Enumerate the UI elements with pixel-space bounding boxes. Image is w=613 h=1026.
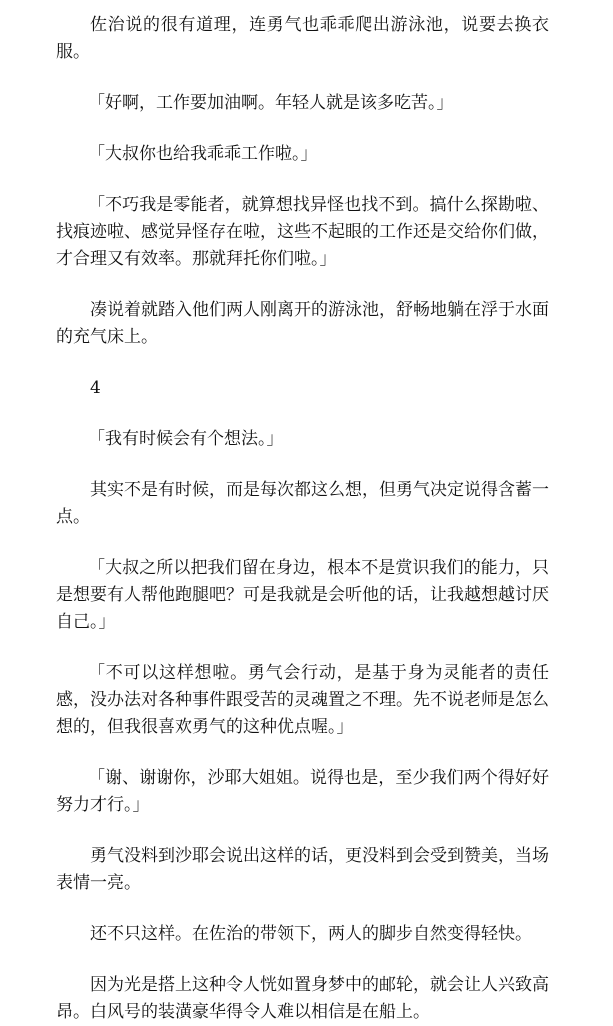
paragraph-4: 「不巧我是零能者，就算想找异怪也找不到。搞什么探勘啦、找痕迹啦、感觉异怪存在啦，这些不起眼的工作还是交给你们做，才合理又有效率。那就拜托你们啦。」 <box>56 195 549 269</box>
paragraph-3: 「大叔你也给我乖乖工作啦。」 <box>88 144 318 164</box>
paragraph-12: 还不只这样。在佐治的带领下，两人的脚步自然变得轻快。 <box>90 924 532 944</box>
section-number: 4 <box>90 378 101 398</box>
paragraph-13: 因为光是搭上这种令人恍如置身梦中的邮轮，就会让人兴致高昂。白风号的装潢豪华得令人难以相信是在船上。 <box>56 975 549 1022</box>
paragraph-6: 「我有时候会有个想法。」 <box>88 429 284 449</box>
paragraph-2: 「好啊，工作要加油啊。年轻人就是该多吃苦。」 <box>88 93 454 113</box>
paragraph-11: 勇气没料到沙耶会说出这样的话，更没料到会受到赞美，当场表情一亮。 <box>56 846 549 893</box>
paragraph-7: 其实不是有时候，而是每次都这么想，但勇气决定说得含蓄一点。 <box>56 480 549 527</box>
paragraph-10: 「谢、谢谢你，沙耶大姐姐。说得也是，至少我们两个得好好努力才行。」 <box>56 768 549 815</box>
paragraph-5: 凑说着就踏入他们两人刚离开的游泳池，舒畅地躺在浮于水面的充气床上。 <box>56 300 549 347</box>
paragraph-8: 「大叔之所以把我们留在身边，根本不是赏识我们的能力，只是想要有人帮他跑腿吧？可是我就是会听他的话，让我越想越讨厌自己。」 <box>56 558 549 632</box>
paragraph-9: 「不可以这样想啦。勇气会行动，是基于身为灵能者的责任感，没办法对各种事件跟受苦的灵魂置之不理。先不说老师是怎么想的，但我很喜欢勇气的这种优点喔。」 <box>56 663 549 737</box>
paragraph-1: 佐治说的很有道理，连勇气也乖乖爬出游泳池，说要去换衣服。 <box>56 15 549 62</box>
